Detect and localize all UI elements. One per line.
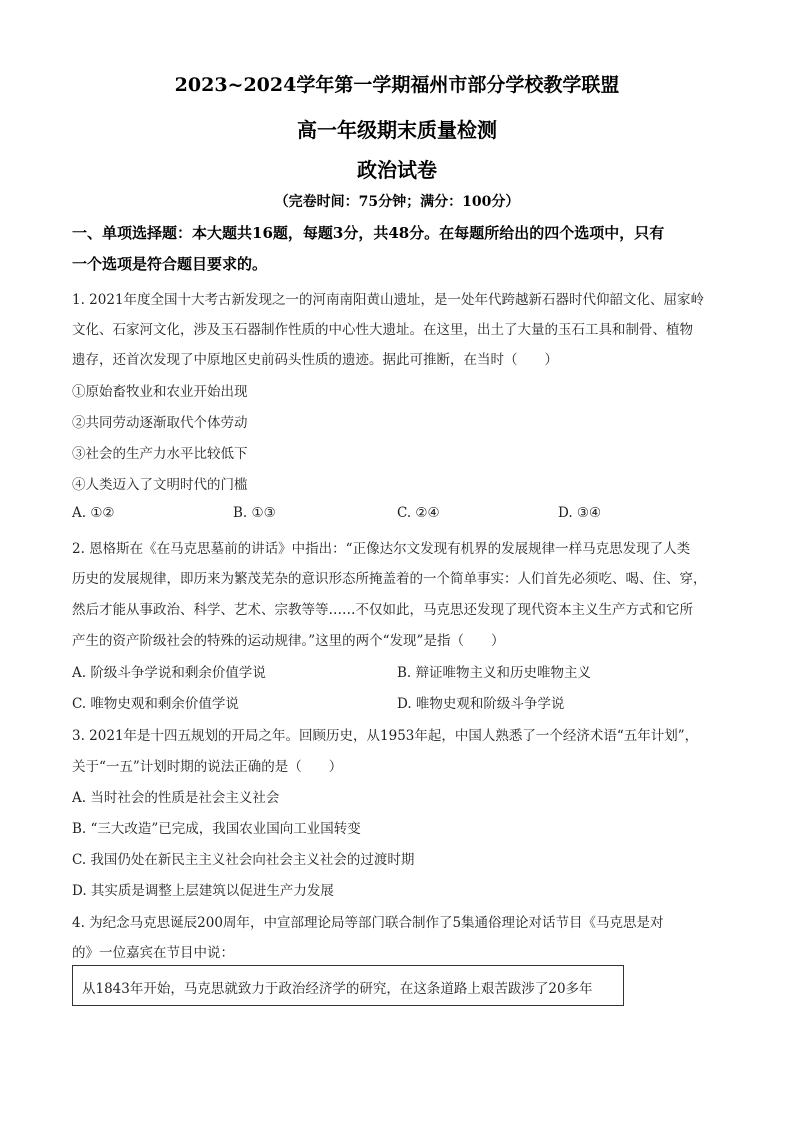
- question-2-text: 历史的发展规律，即历来为繁茂芜杂的意识形态所掩盖着的一个简单事实：人们首先必须吃、喝、住、穿，: [72, 571, 707, 587]
- question-1-item: ①原始畜牧业和农业开始出现: [72, 384, 248, 400]
- question-1-text: 文化、石家河文化，涉及玉石器制作性质的中心性大遗址。在这里，出土了大量的玉石工具和制骨、植物: [72, 322, 693, 338]
- question-1-option-d: D. ③④: [558, 505, 602, 521]
- quote-box: [72, 965, 624, 1006]
- question-2-option-c: C. 唯物史观和剩余价值学说: [72, 696, 239, 712]
- question-1-item: ②共同劳动逐渐取代个体劳动: [72, 415, 248, 431]
- exam-subject-title: 政治试卷: [357, 158, 437, 182]
- question-2-text: 2. 恩格斯在《在马克思墓前的讲话》中指出：“正像达尔文发现有机界的发展规律一样马克思发现了人类: [72, 541, 691, 557]
- question-3-option-c: C. 我国仍处在新民主主义社会向社会主义社会的过渡时期: [72, 852, 415, 868]
- question-3-text: 3. 2021年是十四五规划的开局之年。回顾历史，从1953年起，中国人熟悉了一个经济术语“五年计划”，: [72, 728, 699, 744]
- question-1-item: ③社会的生产力水平比较低下: [72, 446, 248, 462]
- question-2-text: 产生的资产阶级社会的特殊的运动规律。”这里的两个“发现”是指（ ）: [72, 633, 505, 649]
- question-2-option-b: B. 辩证唯物主义和历史唯物主义: [397, 665, 592, 681]
- question-2-text: 然后才能从事政治、科学、艺术、宗教等等……不仅如此，马克思还发现了现代资本主义生产方式和它所: [72, 602, 693, 618]
- section-heading-line: 一、单项选择题：本大题共16题，每题3分，共48分。在每题所给出的四个选项中，只有: [72, 224, 665, 242]
- question-1-text: 遗存，还首次发现了中原地区史前码头性质的遗迹。据此可推断，在当时（ ）: [72, 352, 558, 368]
- question-1-option-a: A. ①②: [72, 505, 115, 521]
- question-1-option-b: B. ①③: [233, 505, 276, 521]
- quote-box-text: 从1843年开始，马克思就致力于政治经济学的研究，在这条道路上艰苦跋涉了20多年: [82, 981, 593, 997]
- question-3-option-b: B. “三大改造”已完成，我国农业国向工业国转变: [72, 821, 361, 837]
- question-2-option-d: D. 唯物史观和阶级斗争学说: [397, 696, 565, 712]
- question-2-option-a: A. 阶级斗争学说和剩余价值学说: [72, 665, 266, 681]
- question-3-option-a: A. 当时社会的性质是社会主义社会: [72, 790, 280, 806]
- question-3-option-d: D. 其实质是调整上层建筑以促进生产力发展: [72, 883, 334, 899]
- exam-grade-title: 高一年级期末质量检测: [297, 118, 497, 142]
- question-1-text: 1. 2021年度全国十大考古新发现之一的河南南阳黄山遗址，是一处年代跨越新石器时代仰韶文化、屈家岭: [72, 292, 705, 308]
- exam-title: 2023~2024学年第一学期福州市部分学校教学联盟: [174, 74, 620, 96]
- section-heading: [72, 218, 732, 280]
- question-3-text: 关于“一五”计划时期的说法正确的是（ ）: [72, 759, 343, 775]
- question-4-text: 4. 为纪念马克思诞辰200周年，中宣部理论局等部门联合制作了5集通俗理论对话节目《马克思是对: [72, 915, 664, 931]
- exam-time-score: （完卷时间：75分钟；满分：100分）: [274, 194, 520, 210]
- question-4-text: 的》一位嘉宾在节目中说：: [72, 945, 234, 961]
- section-heading-line: 一个选项是符合题目要求的。: [72, 255, 268, 273]
- question-1-item: ④人类迈入了文明时代的门槛: [72, 477, 248, 493]
- question-1-option-c: C. ②④: [397, 505, 440, 521]
